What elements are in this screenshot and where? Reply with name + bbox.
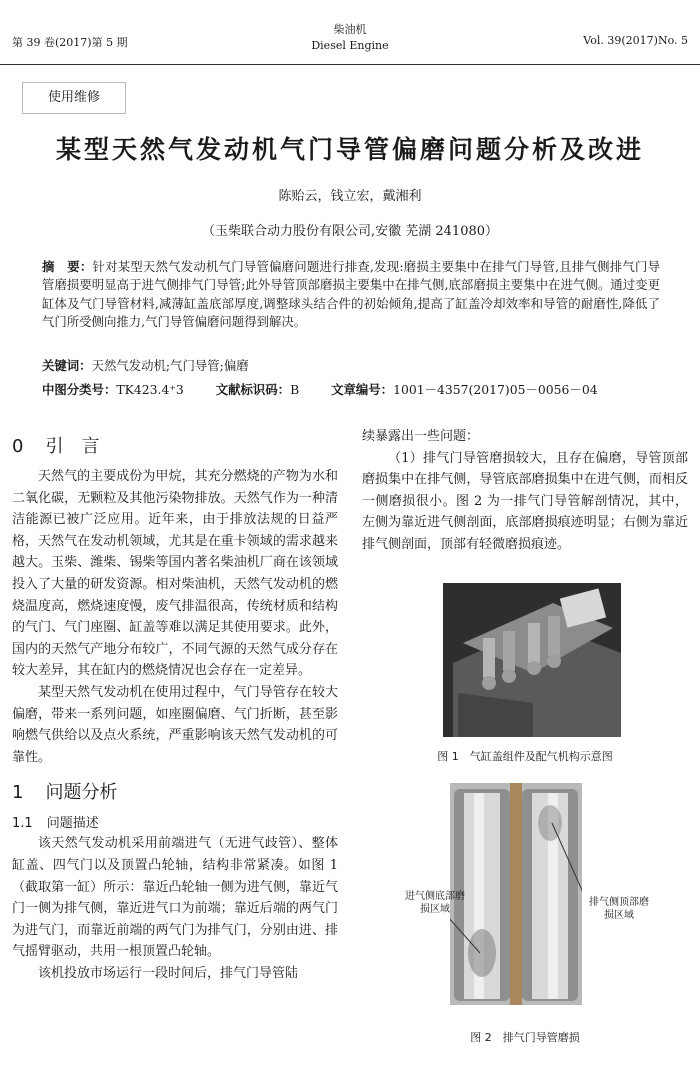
keywords-text: 天然气发动机;气门导管;偏磨 xyxy=(91,358,249,373)
paragraph: 该机投放市场运行一段时间后，排气门导管陆 xyxy=(38,965,299,981)
left-column xyxy=(12,426,338,984)
paragraph: 该天然气发动机采用前端进气（无进气歧管）、整体缸盖、四气门以及顶置凸轮轴，结构非常紧凑。如图 1（截取第一缸）所示：靠近凸轮轴一侧为进气侧，靠近气门一侧为排气侧，靠近进气口为前端；靠近后端的两气门为进气门，而靠近前端的两气门为排气门，分别由进、排气摇臂驱动，共用一根顶置凸轮轴。 xyxy=(12,836,338,960)
page-header xyxy=(0,0,700,65)
abstract xyxy=(42,258,660,331)
section-number: 0 xyxy=(12,436,24,457)
keywords xyxy=(42,356,249,374)
classification-line xyxy=(42,380,662,398)
article-number-value: 1001－4357(2017)05－0056－04 xyxy=(393,382,598,397)
figure-1-image xyxy=(443,583,621,737)
journal-issue: 第 39 卷(2017)第 5 期 xyxy=(12,36,128,49)
section-number: 1 xyxy=(12,782,24,804)
valve-guide-photo xyxy=(450,783,582,1005)
keywords-label: 关键词： xyxy=(42,358,92,373)
article-number-label: 文章编号： xyxy=(331,382,394,397)
section-tag: 使用维修 xyxy=(22,82,126,114)
authors: 陈贻云，钱立宏，戴湘利 xyxy=(278,189,422,204)
doc-code-value: B xyxy=(290,382,300,397)
section-heading-analysis xyxy=(12,778,338,804)
doc-code-label: 文献标识码： xyxy=(215,382,291,397)
clc-label: 中图分类号： xyxy=(42,382,117,397)
abstract-text: 针对某型天然气发动机气门导管偏磨问题进行排查,发现:磨损主要集中在排气门导管,且排气侧排气门导管磨损要明显高于进气侧排气门导管;此外导管顶部磨损主要集中在排气侧,底部磨损主要集中在进气侧。通过变更缸体及气门导管材料,减薄缸盖底部厚度,调整球头结合件的初始倾角,提高了缸盖冷却效率和导管的耐磨性,降低了气门所受侧向推力,气门导管偏磨问题得到解决。 xyxy=(42,259,660,329)
clc-value: TK423.4⁺3 xyxy=(116,382,184,397)
right-column xyxy=(362,426,688,556)
figure-2-label-exhaust: 排气侧顶部磨损区域 xyxy=(589,897,649,921)
journal-name-cn: 柴油机 xyxy=(333,23,367,36)
paragraph-continued: 续暴露出一些问题： xyxy=(362,429,480,444)
figure-1-caption: 图 1 气缸盖组件及配气机构示意图 xyxy=(437,750,613,763)
subsection-number: 1.1 xyxy=(12,816,33,832)
paper-title: 某型天然气发动机气门导管偏磨问题分析及改进 xyxy=(55,135,644,164)
figure-2-image xyxy=(450,783,582,1005)
journal-volume: Vol. 39(2017)No. 5 xyxy=(583,34,688,47)
section-title: 引 言 xyxy=(45,436,100,457)
cylinder-head-render xyxy=(443,583,621,737)
paragraph: 某型天然气发动机在使用过程中，气门导管存在较大偏磨，带来一系列问题，如座圈偏磨、气门折断，甚至影响燃气供给以及点火系统，严重影响该天然气发动机的可靠性。 xyxy=(12,684,338,765)
paragraph: 天然气的主要成份为甲烷，其充分燃烧的产物为水和二氧化碳，无颗粒及其他污染物排放。天然气作为一种清洁能源已被广泛应用。近年来，由于排放法规的日益严格，天然气在发动机领域，尤其是在重卡领域的需求越来越大。玉柴、潍柴、锡柴等国内著名柴油机厂商在该领域投入了大量的研发资源。相对柴油机，天然气发动机的燃烧温度高，燃烧速度慢，废气排温很高，传统材质和结构的气门、气门座圈、缸盖等难以满足其使用要求。此外，国内的天然气产地分布较广，不同气源的天然气成分存在较大差异，其在缸内的燃烧情况也会存在一定差异。 xyxy=(12,469,338,679)
paragraph: （1）排气门导管磨损较大，且存在偏磨，导管顶部磨损集中在排气侧，导管底部磨损集中在进气侧，而相反一侧磨损很小。图 2 为一排气门导管解剖情况，其中，左侧为靠近进气侧剖面，底部磨损痕迹明显；右侧为靠近排气侧剖面，顶部有轻微磨损痕迹。 xyxy=(362,450,688,552)
affiliation: （玉柴联合动力股份有限公司,安徽 芜湖 241080） xyxy=(201,224,499,239)
section-heading-intro xyxy=(12,432,338,458)
figure-2-label-intake: 进气侧底部磨损区域 xyxy=(405,891,465,915)
figure-2-caption: 图 2 排气门导管磨损 xyxy=(470,1031,580,1044)
subsection-heading xyxy=(12,812,338,831)
section-title: 问题分析 xyxy=(45,782,118,804)
abstract-label: 摘 要： xyxy=(42,259,93,274)
journal-name-en: Diesel Engine xyxy=(311,39,389,52)
subsection-title: 问题描述 xyxy=(46,816,99,832)
